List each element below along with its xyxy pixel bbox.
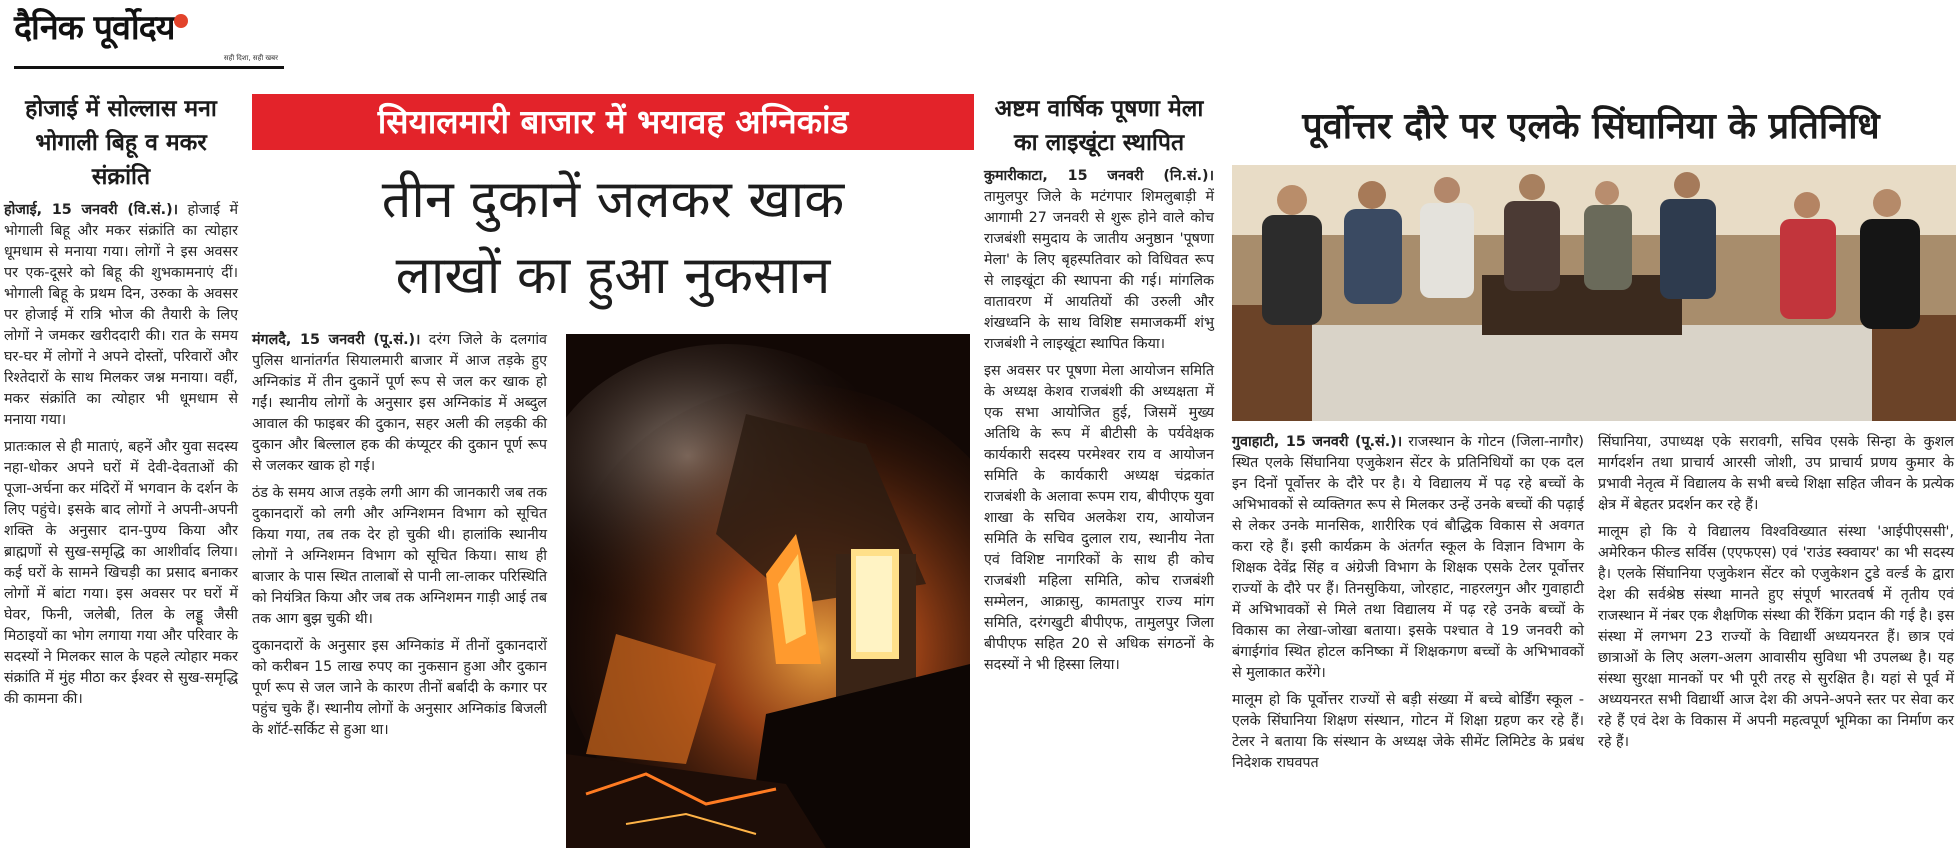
story-singhania-para-3: सिंघानिया, उपाध्यक्ष एके सरावगी, सचिव एसके सिन्हा के कुशल मार्गदर्शन तथा प्राचार्य आरसी जोशी, उप प्राचार्य प्रणय कुमार के प्रभावी नेतृत्व में विद्यालय के सभी बच्चे शिक्षा सहित जीवन के प्रत्येक क्षेत्र में बेहतर प्रदर्शन कर रहे हैं। [1598, 434, 1954, 513]
story-singhania-para-2: मालूम हो कि पूर्वोत्तर राज्यों से बड़ी संख्या में बच्चे बोर्डिंग स्कूल - एलके सिंघानिया शिक्षण संस्थान, गोटन में शिक्षा ग्रहण कर रहे हैं। टेलर ने बताया कि संस्थान के अध्यक्ष जेके सीमेंट लिमिटेड के प्रबंध निदेशक राघवपत [1232, 692, 1584, 771]
story-fire-para-3: दुकानदारों के अनुसार इस अग्निकांड में तीनों दुकानदारों को करीबन 15 लाख रुपए का नुकसान हुआ और दुकान पूर्ण रूप से जल जाने के कारण तीनों बर्बादी के कगार पर पहुंच चुके हैं। स्थानीय लोगों के अनुसार अग्निकांड बिजली के शॉर्ट-सर्किट से हुआ था। [252, 638, 547, 738]
story-mela [984, 92, 1214, 682]
story-fire-headline-line-1: तीन दुकानें जलकर खाक [381, 170, 845, 230]
story-fire-banner: सियालमारी बाजार में भयावह अग्निकांड [252, 94, 974, 150]
story-fire-para-2: ठंड के समय आज तड़के लगी आग की जानकारी जब तक दुकानदारों को लगी और अग्निशमन विभाग को सूचित किया गया, तब तक देर हो चुकी थी। हालांकि स्थानीय लोगों ने अग्निशमन विभाग को सूचित किया। साथ ही बाजार के पास स्थित तालाबों से पानी ला-लाकर परिस्थिति को नियंत्रित किया और जब तक अग्निशमन गाड़ी आई तब तक आग बुझ चुकी थी। [252, 485, 547, 627]
story-fire-headline [252, 162, 974, 314]
masthead-title: दैनिक पूर्वोदय [14, 8, 175, 48]
masthead [14, 8, 284, 68]
story-mela-para-2: इस अवसर पर पूषणा मेला आयोजन समिति के अध्यक्ष केशव राजबंशी की अध्यक्षता में एक सभा आयोजित हुई, जिसमें मुख्य अतिथि के रूप में बीटीसी के पर्यवेक्षक कार्यकारी सदस्य परमेश्वर राय व आयोजन समिति के कार्यकारी अध्यक्ष चंद्रकांत राजबंशी के अलावा रूपम राय, बीपीएफ युवा शाखा के सचिव अलकेश राय, आयोजन समिति के सचिव दुलाल राय, स्थानीय नेता एवं विशिष्ट नागरिकों के साथ ही कोच राजबंशी महिला समिति, कोच राजबंशी सम्मेलन, आक्रासु, कामतापुर राज्य मांग समिति, दरंगखुटी बीपीएफ, तामुलपुर जिला बीपीएफ सहित 20 से अधिक संगठनों के सदस्यों ने भी हिस्सा लिया। [984, 363, 1214, 673]
story-singhania-para-1: राजस्थान के गोटन (जिला-नागौर) स्थित एलके सिंघानिया एजुकेशन सेंटर के प्रतिनिधियों का एक दल इन दिनों पूर्वोत्तर के दौरे पर है। ये विद्यालय में पढ़ रहे बच्चों के अभिभावकों से व्यक्तिगत रूप से मिलकर उन्हें उनके बच्चों की पढ़ाई से लेकर उनके मानसिक, शारीरिक एवं बौद्धिक विकास से अवगत करा रहे हैं। इसी कार्यक्रम के अंतर्गत स्कूल के विज्ञान विभाग के शिक्षक देवेंद्र सिंह व अंग्रेजी विभाग के शिक्षक एसके टेलर पूर्वोत्तर राज्यों के दौरे पर हैं। तिनसुकिया, जोरहाट, नाहरलगुन और गुवाहाटी में अभिभावकों से मिले तथा विद्यालय में पढ़ रहे उनके बच्चों के विकास का लेखा-जोखा बताया। इसके पश्चात वे 19 जनवरी को बंगाईगांव स्थित होटल कनिष्का में शिक्षकगण बच्चों के अभिभावकों से मुलाकात करेंगे। [1232, 434, 1584, 681]
story-fire-body [252, 330, 547, 747]
story-mela-para-1: तामुलपुर जिले के मटंगपार शिमलुबाड़ी में आगामी 27 जनवरी से शुरू होने वाले कोच राजबंशी समुदाय के जातीय अनुष्ठान 'पूषणा मेला' के लिए बृहस्पतिवार को विधिवत रूप से लाइखूंटा की स्थापना की गई। मांगलिक वातावरण में आयतियों की उरुली और शंखध्वनि के साथ विशिष्ट समाजकर्मी शंभु राजबंशी ने लाइखूंटा स्थापित किया। [984, 189, 1214, 352]
story-bihu-dateline: होजाई, 15 जनवरी (वि.सं.)। [4, 202, 179, 218]
story-mela-headline: अष्टम वार्षिक पूषणा मेला का लाइखूंटा स्थापित [994, 95, 1204, 156]
story-fire-headline-line-2: लाखों का हुआ नुकसान [395, 246, 831, 306]
story-singhania-col-2 [1598, 432, 1954, 759]
story-fire-para-1: दरंग जिले के दलगांव पुलिस थानांतर्गत सियालमारी बाजार में आज तड़के हुए अग्निकांड में तीन दुकानें पूर्ण रूप से जल कर खाक हो गईं। स्थानीय लोगों के अनुसार इस अग्निकांड में अब्दुल आवाल की फाइबर की दुकान, सहर अली की लड़की की दुकान और बिल्लाल हक की कंप्यूटर की दुकान पूर्ण रूप से जलकर खाक हो गई। [252, 332, 547, 474]
fire-photo [566, 334, 970, 848]
masthead-tagline: सही दिशा, सही खबर [223, 54, 278, 62]
story-bihu [4, 92, 238, 716]
story-singhania-dateline: गुवाहाटी, 15 जनवरी (पू.सं.)। [1232, 434, 1403, 450]
story-bihu-para-2: प्रातःकाल से ही माताएं, बहनें और युवा सदस्य नहा-धोकर अपने घरों में देवी-देवताओं की पूजा-अर्चना कर मंदिरों में भगवान के दर्शन के लिए पहुंचे। इसके बाद लोगों ने अपनी-अपनी शक्ति के अनुसार दान-पुण्य किया और ब्राह्मणों से सुख-समृद्धि का आशीर्वाद लिया। कई घरों के सामने खिचड़ी का प्रसाद बनाकर लोगों में बांटा गया। इस अवसर पर घरों में घेवर, फिनी, जलेबी, तिल के लड्डू जैसी मिठाइयों का भोग लगाया गया और परिवार के सदस्यों ने मिलकर साल के पहले त्योहार मकर संक्रांति में मुंह मीठा कर ईश्वर से सुख-समृद्धि की कामना की। [4, 439, 238, 707]
story-bihu-headline: होजाई में सोल्लास मना भोगाली बिहू व मकर संक्रांति [25, 95, 217, 190]
story-bihu-para-1: होजाई में भोगाली बिहू और मकर संक्रांति का त्योहार धूमधाम से मनाया गया। लोगों ने इस अवसर पर एक-दूसरे को बिहू की शुभकामनाएं दीं। भोगाली बिहू के प्रथम दिन, उरुका के अवसर पर होजाई में रात्रि भोज की तैयारी के लिए लोगों ने जमकर खरीददारी की। रात के समय घर-घर में लोगों ने अपने दोस्तों, परिवारों और रिश्तेदारों के साथ मिलकर जश्न मनाया। वहीं, मकर संक्रांति का त्योहार भी धूमधाम से मनाया गया। [4, 202, 238, 428]
masthead-logo-dot-icon [174, 14, 188, 28]
masthead-rule [14, 66, 284, 69]
story-singhania-headline: पूर्वोत्तर दौरे पर एलके सिंघानिया के प्रतिनिधि [1302, 105, 1880, 147]
story-singhania-para-4: मालूम हो कि ये विद्यालय विश्वविख्यात संस्था 'आईपीएससी', अमेरिकन फील्ड सर्विस (एएफएस) एवं 'राउंड स्क्वायर' का भी सदस्य है। एलके सिंघानिया एजुकेशन सेंटर को एजुकेशन टुडे वर्ल्ड के द्वारा देश की सर्वश्रेष्ठ संस्था मानते हुए संपूर्ण भारतवर्ष में तृतीय एवं राजस्थान में नंबर एक शैक्षणिक संस्था की रैंकिंग प्रदान की गई है। इस संस्था में लगभग 23 राज्यों के विद्यार्थी अध्ययनरत हैं। छात्र एवं छात्राओं के लिए अलग-अलग आवासीय सुविधा भी उपलब्ध है। यह संस्था सुरक्षा मानकों पर भी पूरी तरह से सुरक्षित है। यहां से पूर्व में अध्ययनरत सभी विद्यार्थी आज देश की अपने-अपने स्तर पर सेवा कर रहे हैं एवं देश के विकास में अपनी महत्वपूर्ण भूमिका का निर्माण कर रहे हैं। [1598, 524, 1954, 750]
story-singhania-col-1 [1232, 432, 1584, 780]
story-fire-dateline: मंगलदै, 15 जनवरी (पू.सं.)। [252, 332, 421, 348]
story-mela-body [984, 166, 1214, 676]
story-bihu-body [4, 200, 238, 710]
group-photo [1232, 165, 1956, 421]
story-mela-dateline: कुमारीकाटा, 15 जनवरी (नि.सं.)। [984, 168, 1214, 184]
